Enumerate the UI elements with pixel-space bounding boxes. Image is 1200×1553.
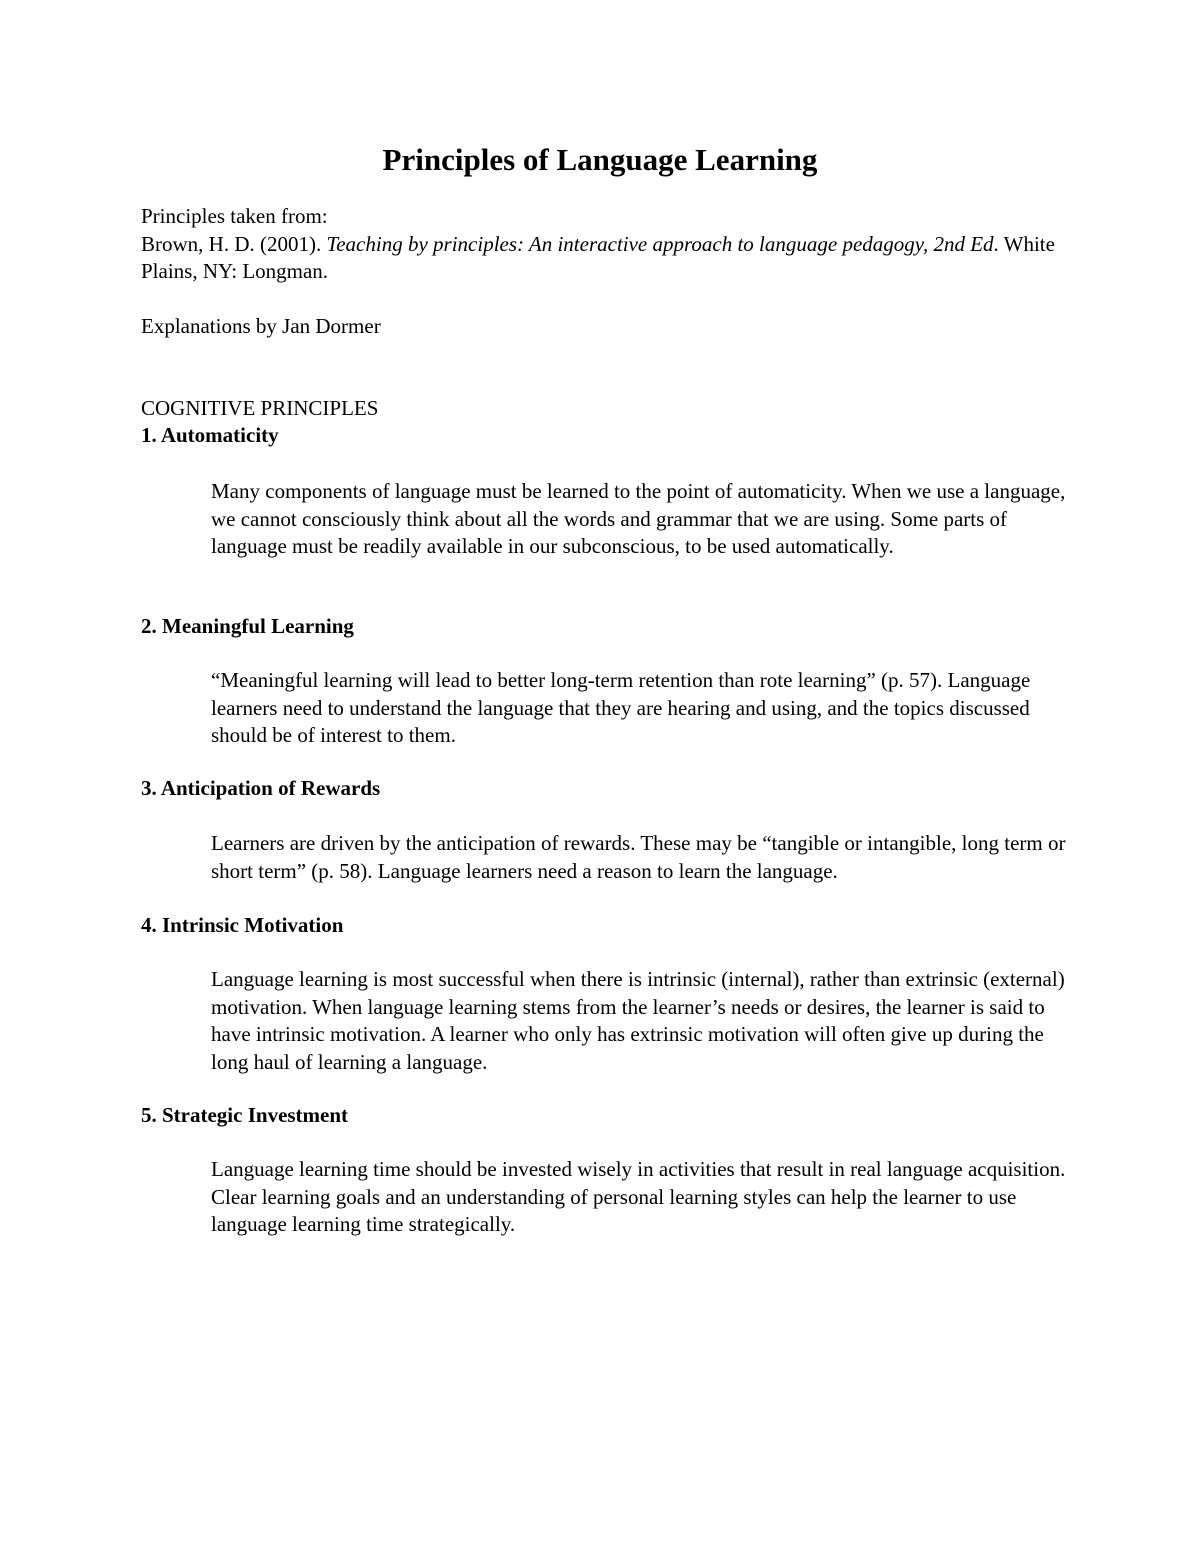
citation — [141, 231, 1081, 286]
source-reference — [141, 203, 1081, 286]
citation-publisher: . White Plains, NY: Longman. — [141, 231, 1055, 283]
principle-body: “Meaningful learning will lead to better long-term retention than rote learning” (p. 57). Language learners need to understand the language that they are hearing and using, and the topics discussed should be of interest to them. — [211, 668, 1031, 747]
principle-body: Language learning is most successful when there is intrinsic (internal), rather than extrinsic (external) motivation. When language learning stems from the learner’s needs or desires, the learner is said to have intrinsic motivation. A learner who only has extrinsic motivation will often give up during the long haul of learning a language. — [211, 967, 1065, 1074]
principle-body: Learners are driven by the anticipation of rewards. These may be “tangible or intangible, long term or short term” (p. 58). Language learners need a reason to learn the language. — [211, 831, 1066, 883]
citation-author-year: Brown, H. D. (2001). — [141, 231, 327, 256]
principle-body: Many components of language must be learned to the point of automaticity. When we use a language, we cannot consciously think about all the words and grammar that we are using. Some parts of language must be readily available in our subconscious, to be used automatically. — [211, 479, 1066, 558]
explanations-credit: Explanations by Jan Dormer — [141, 314, 381, 338]
citation-work-title: Teaching by principles: An interactive approach to language pedagogy, 2nd Ed — [326, 231, 994, 256]
section-heading-block — [141, 395, 1081, 423]
source-intro: Principles taken from: — [141, 204, 328, 228]
principle-body: Language learning time should be invested wisely in activities that result in real language acquisition. Clear learning goals and an understanding of personal learning styles can help the learner to use language learning time strategically. — [211, 1157, 1066, 1236]
principle-title: 2. Meaningful Learning — [141, 614, 354, 638]
principle-title: 1. Automaticity — [141, 423, 279, 447]
principle-title: 4. Intrinsic Motivation — [141, 913, 344, 937]
principle-title: 5. Strategic Investment — [141, 1103, 349, 1127]
principle-title: 3. Anticipation of Rewards — [141, 776, 381, 800]
section-heading: COGNITIVE PRINCIPLES — [141, 396, 379, 420]
document-title: Principles of Language Learning — [382, 142, 818, 177]
